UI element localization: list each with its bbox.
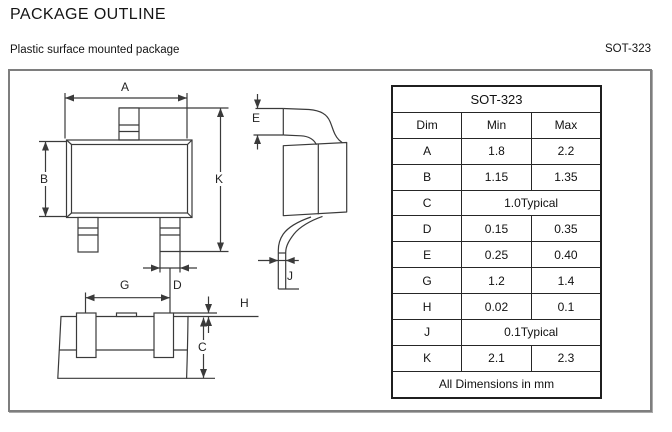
table-row-J <box>392 320 601 346</box>
min-cell: 0.25 <box>462 242 532 268</box>
page-subtitle: Plastic surface mounted package <box>10 44 180 56</box>
typical-cell: 1.0Typical <box>462 190 601 216</box>
page-title: PACKAGE OUTLINE <box>10 6 166 23</box>
table-row-G <box>392 268 601 294</box>
dim-cell: D <box>392 216 462 242</box>
col-header-min: Min <box>462 112 532 138</box>
dim-label-J: J <box>287 269 293 283</box>
max-cell: 1.4 <box>531 268 601 294</box>
dim-cell: K <box>392 345 462 371</box>
table-row-K <box>392 345 601 371</box>
dim-label-D: D <box>173 278 182 292</box>
dim-label-K: K <box>215 172 224 186</box>
typical-cell: 0.1Typical <box>462 320 601 346</box>
table-row-H <box>392 294 601 320</box>
table-row-A <box>392 138 601 164</box>
dim-label-A: A <box>121 80 130 94</box>
dim-label-C: C <box>198 340 207 354</box>
dim-cell: E <box>392 242 462 268</box>
dim-cell: H <box>392 294 462 320</box>
package-name: SOT-323 <box>604 43 651 55</box>
dim-cell: C <box>392 190 462 216</box>
min-cell: 0.15 <box>462 216 532 242</box>
dim-cell: A <box>392 138 462 164</box>
max-cell: 0.35 <box>531 216 601 242</box>
table-row-D <box>392 216 601 242</box>
dim-label-B: B <box>40 172 49 186</box>
table-title-row <box>392 86 601 112</box>
col-header-dim: Dim <box>392 112 462 138</box>
min-cell: 1.2 <box>462 268 532 294</box>
min-cell: 1.8 <box>462 138 532 164</box>
table-header-row <box>392 112 601 138</box>
table-row-C <box>392 190 601 216</box>
max-cell: 2.3 <box>531 345 601 371</box>
table-footer: All Dimensions in mm <box>392 371 601 397</box>
col-header-max: Max <box>531 112 601 138</box>
table-row-E <box>392 242 601 268</box>
max-cell: 1.35 <box>531 164 601 190</box>
dim-cell: G <box>392 268 462 294</box>
dim-label-G: G <box>120 278 130 292</box>
table-title: SOT-323 <box>392 86 601 112</box>
dim-label-H: H <box>240 296 249 310</box>
table-footer-row <box>392 371 601 397</box>
min-cell: 0.02 <box>462 294 532 320</box>
max-cell: 0.40 <box>531 242 601 268</box>
table-row-B <box>392 164 601 190</box>
dim-label-E: E <box>252 111 261 125</box>
max-cell: 0.1 <box>531 294 601 320</box>
dim-cell: J <box>392 320 462 346</box>
min-cell: 1.15 <box>462 164 532 190</box>
max-cell: 2.2 <box>531 138 601 164</box>
dim-cell: B <box>392 164 462 190</box>
min-cell: 2.1 <box>462 345 532 371</box>
dimension-table <box>391 85 602 399</box>
